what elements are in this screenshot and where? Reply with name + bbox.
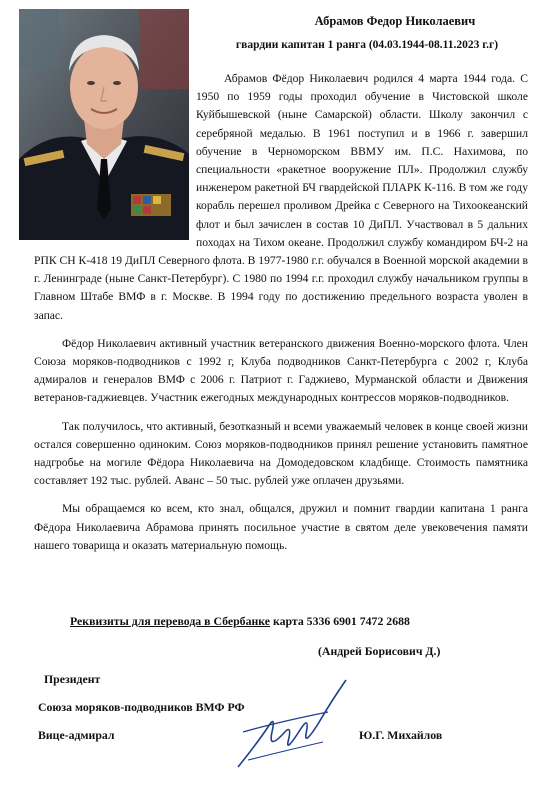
contact-person: (Андрей Борисович Д.) <box>318 644 441 658</box>
signatory-rank: Вице-адмирал <box>38 728 115 742</box>
paragraph-gap <box>34 408 528 418</box>
signatory-organization: Союза моряков-подводников ВМФ РФ <box>38 700 245 714</box>
paragraph-gap <box>34 325 528 335</box>
paragraph-memorial: Так получилось, что активный, безотказный и всеми уважаемый человек в конце своей жизни остался совершенно одиноким. Союз моряков-подводников принял решение установить памятное надгробье на могиле Фёдора Николаевича на Домодедовском кладбище. Стоимость памятника составляет 192 тыс. рублей. Аванс – 50 тыс. рублей уже оплачен друзьями. <box>34 419 528 488</box>
paragraph-gap <box>34 490 528 500</box>
paragraph-veteran-activity: Фёдор Николаевич активный участник ветеранского движения Военно-морского флота. Член Союза моряков-подводников с 1992 г, Клуба подводников Санкт-Петербурга с 2002 г, Клуба адмиралов и генералов ВМФ с 2006 г. Патриот г. Гаджиево, Мурманской области и Движения ветеранов-гаджиевцев. Участник ежегодных международных контрессов моряков-подводников. <box>34 336 528 405</box>
paragraph-appeal: Мы обращаемся ко всем, кто знал, общался, дружил и помнит гвардии капитана 1 ранга Фёдора Николаевича Абрамова принять посильное участие в святом деле увековечения памяти нашего товарища и оказать материальную помощь. <box>34 502 528 552</box>
signatory-title: Президент <box>44 672 101 686</box>
signatory-name: Ю.Г. Михайлов <box>359 728 443 742</box>
person-name-heading: Абрамов Федор Николаевич <box>314 14 476 28</box>
photo-wrap-spacer <box>34 70 196 240</box>
handwritten-signature-icon <box>228 672 358 772</box>
body-text <box>34 70 528 555</box>
requisites-label: Реквизиты для перевода в Сбербанке <box>70 614 271 628</box>
bank-requisites <box>70 614 410 629</box>
paragraph-biography: Абрамов Фёдор Николаевич родился 4 марта 1944 года. С 1950 по 1959 годы проходил обучение в Чистовской школе Куйбышевской (ныне Самарской) области. Школу закончил с серебряной медалью. В 1961 поступил и в 1966 г. завершил обучение в Черноморском ВВМУ им. П.С. Нахимова, по специальности «ракетное вооружение ПЛ». Продолжил службу инженером ракетной БЧ гвардейской ПЛАРК К-116. В том же году корабль перешел проливом Дрейка с Северного на Тихоокеанский флот и был зачислен в состав 10 ДиПЛ. Участвовал в 5 дальних походах на Тихом океане. Продолжил службу командиром БЧ-2 на РПК СН К-418 19 ДиПЛ Северного флота. В 1977-1980 г.г. обучался в Военной морской академии в г. Ленинграде (ныне Санкт-Петербург). С 1980 по 1994 г.г. проходил службу начальником группы в Главном Штабе ВМФ в г. Москве. В 1994 году по достижению предельного возраста уволен в запас. <box>34 72 528 322</box>
card-number: карта 5336 6901 7472 2688 <box>272 614 410 628</box>
rank-dates-heading: гвардии капитан 1 ранга (04.03.1944-08.11.2023 г.г) <box>235 39 499 51</box>
